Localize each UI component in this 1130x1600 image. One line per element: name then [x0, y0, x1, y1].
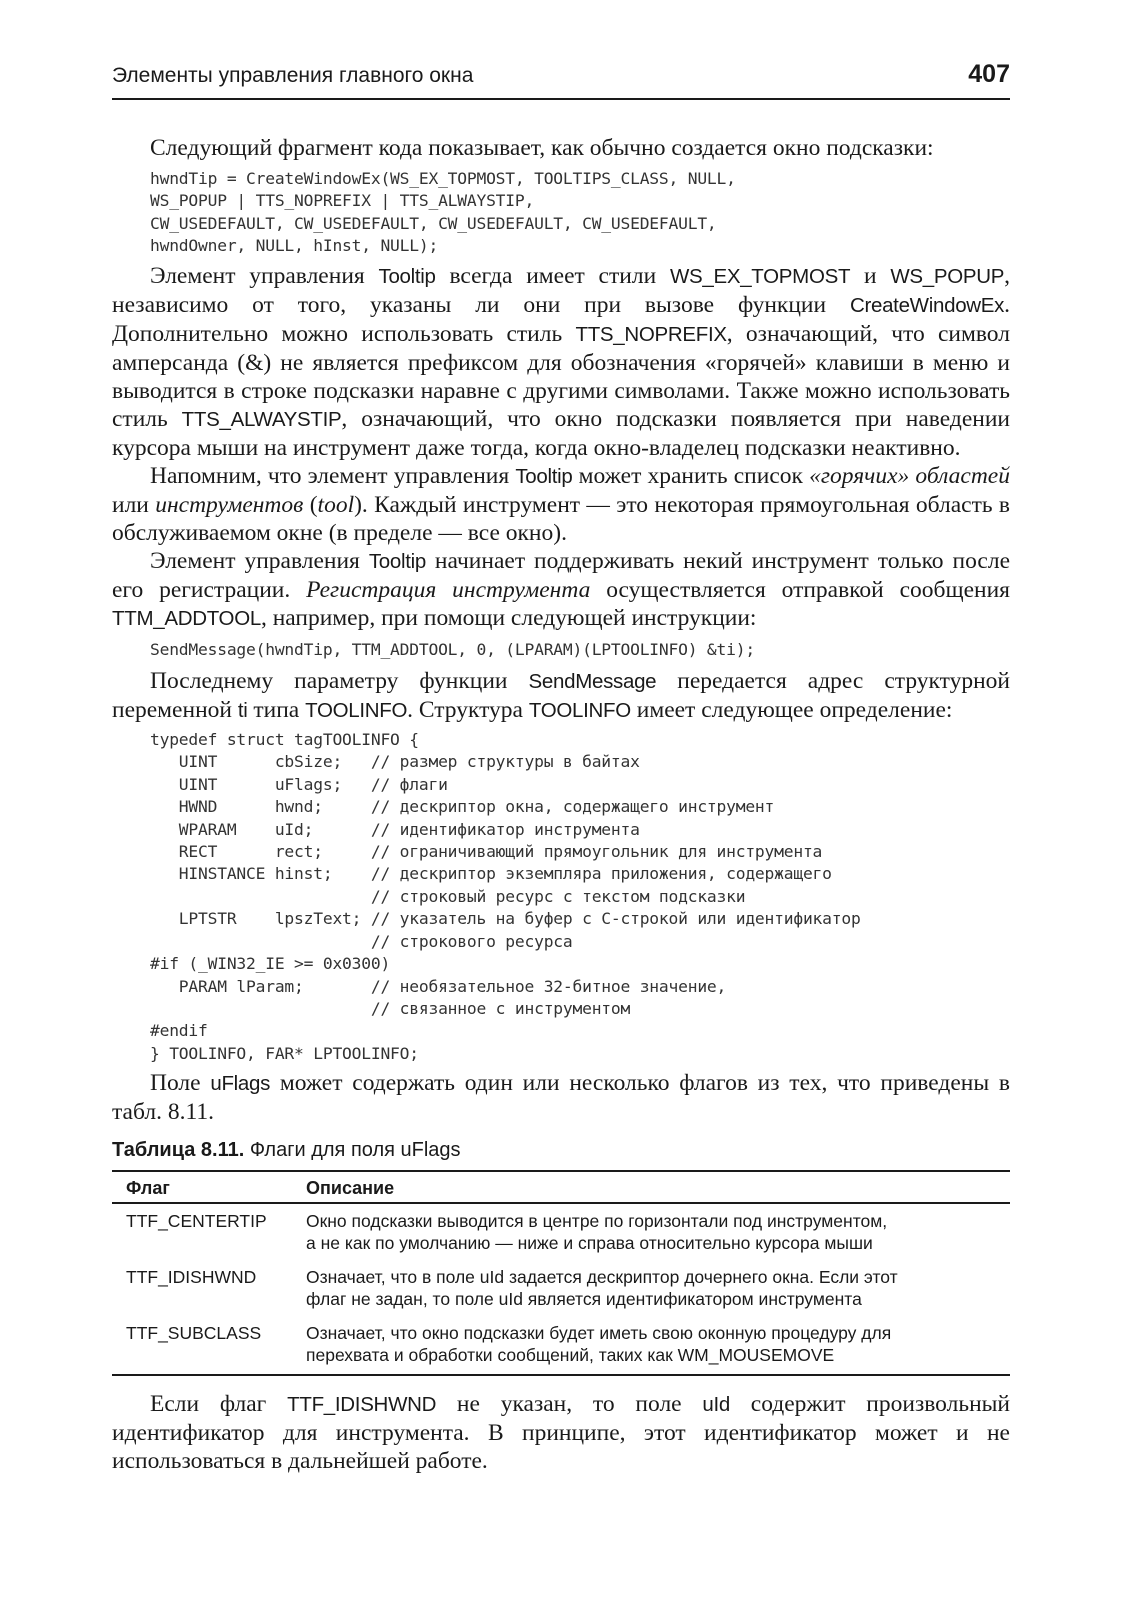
description-cell: Окно подсказки выводится в центре по горизонтали под инструментом, а не как по умолчанию — ниже и справа относительно курсора мыши: [306, 1211, 888, 1254]
inline-code: WS_EX_TOPMOST: [669, 264, 851, 288]
chapter-title: Элементы управления главного окна: [112, 64, 474, 87]
code-toolinfo-struct: typedef struct tagTOOLINFO { UINT cbSize; // размер структуры в байтах UINT uFlags; // флаги HWND hwnd; // дескриптор окна, содержащего инструмент WPARAM uId; // идентификатор инструмента RECT rect; // ограничивающий прямоугольник для инструмента HINSTANCE hinst; // дескриптор экземпляра приложения, содержащего // строковый ресурс с текстом подсказки LPTSTR lpszText; // указатель на буфер с С-строкой или идентификатор // строкового ресурса #if (_WIN32_IE >= 0x0300) PARAM lParam; // необязательное 32-битное значение, // связанное с инструментом #endif } TOOLINFO, FAR* LPTOOLINFO;: [150, 730, 861, 1063]
inline-code: TOOLINFO: [528, 699, 631, 723]
italic-term: «горячих» областей: [809, 462, 1010, 489]
code-sendmessage: SendMessage(hwndTip, TTM_ADDTOOL, 0, (LPARAM)(LPTOOLINFO) &ti);: [150, 639, 755, 659]
code-create-window: hwndTip = CreateWindowEx(WS_EX_TOPMOST, TOOLTIPS_CLASS, NULL, WS_POPUP | TTS_NOPREFIX | TTS_ALWAYSTIP, CW_USEDEFAULT, CW_USEDEFAULT, CW_USEDEFAULT, CW_USEDEFAULT, hwndOwner, NULL, hInst, NULL);: [150, 169, 736, 256]
inline-code: WS_POPUP: [890, 264, 1005, 288]
italic-term: Регистрация инструмента: [306, 576, 591, 603]
inline-code: TTS_ALWAYSTIP: [181, 407, 342, 431]
table-row: [112, 1316, 1010, 1375]
paragraph-tooltip-styles: Элемент управления Tooltip всегда имеет стили WS_EX_TOPMOST и WS_POPUP, независимо от того, указаны ли они при вызове функции CreateWindowEx. Дополнительно можно использовать стиль TTS_NOPREFIX, означающий, что символ амперсанда (&) не является префиксом для обозначения «горячей» клавиши в меню и выводится в строке подсказки наравне с другими символами. Также можно использовать стиль TTS_ALWAYSTIP, означающий, что окно подсказки появляется при наведении курсора мыши на инструмент даже тогда, когда окно-владелец подсказки неактивно.: [112, 262, 1011, 461]
inline-code: TTM_ADDTOOL: [112, 606, 261, 630]
inline-code: TTS_NOPREFIX: [575, 322, 727, 346]
flag-cell: TTF_SUBCLASS: [112, 1316, 306, 1375]
page-number: 407: [968, 60, 1010, 88]
inline-code: TTF_IDISHWND: [287, 1393, 437, 1417]
table-row: [112, 1260, 1010, 1316]
running-header: [112, 60, 1010, 100]
description-cell: Означает, что в поле uId задается дескриптор дочернего окна. Если этот флаг не задан, то поле uId является идентификатором инструмента: [306, 1267, 898, 1310]
header-flag: Флаг: [112, 1171, 306, 1203]
paragraph-idishwnd: Если флаг TTF_IDISHWND не указан, то поле uId содержит произвольный идентификатор для инструмента. В принципе, этот идентификатор может и не использоваться в дальнейшей работе.: [112, 1391, 1011, 1475]
paragraph-tools: Напомним, что элемент управления Tooltip может хранить список «горячих» областей или инструментов (tool). Каждый инструмент — это некоторая прямоугольная область в обслуживаемом окне (в пределе — все окно).: [112, 462, 1011, 546]
inline-code: SendMessage: [528, 670, 657, 694]
paragraph-uflags: Поле uFlags может содержать один или несколько флагов из тех, что приведены в табл. 8.11.: [112, 1070, 1010, 1126]
inline-code: Tooltip: [368, 549, 426, 573]
italic-term: инструментов: [155, 491, 304, 518]
inline-code: uFlags: [210, 1072, 271, 1096]
inline-code: Tooltip: [378, 264, 436, 288]
inline-code: uId: [702, 1393, 730, 1417]
paragraph-registration: Элемент управления Tooltip начинает поддерживать некий инструмент только после его регистрации. Регистрация инструмента осуществляется отправкой сообщения TTM_ADDTOOL, например, при помощи следующей инструкции:: [112, 547, 1011, 631]
description-cell: Означает, что окно подсказки будет иметь свою оконную процедуру для перехвата и обработки сообщений, таких как WM_MOUSEMOVE: [306, 1316, 1010, 1375]
table-header-row: [112, 1171, 1010, 1203]
page-body: [112, 134, 1010, 1475]
flags-table: [112, 1170, 1010, 1376]
inline-code: CreateWindowEx: [849, 293, 1005, 317]
inline-code: ti: [237, 699, 248, 723]
inline-code: Tooltip: [515, 464, 573, 488]
flag-cell: TTF_IDISHWND: [126, 1267, 257, 1288]
intro-paragraph: Следующий фрагмент кода показывает, как обычно создается окно подсказки:: [150, 135, 934, 161]
inline-code: TOOLINFO: [305, 699, 408, 723]
flag-cell: TTF_CENTERTIP: [126, 1211, 267, 1232]
paragraph-toolinfo: Последнему параметру функции SendMessage передается адрес структурной переменной ti типа TOOLINFO. Структура TOOLINFO имеет следующее определение:: [112, 668, 1010, 724]
table-row: [112, 1203, 1010, 1260]
header-description: Описание: [306, 1171, 1010, 1203]
italic-term: tool: [317, 491, 355, 518]
table-caption: Таблица 8.11. Флаги для поля uFlags: [112, 1139, 461, 1162]
